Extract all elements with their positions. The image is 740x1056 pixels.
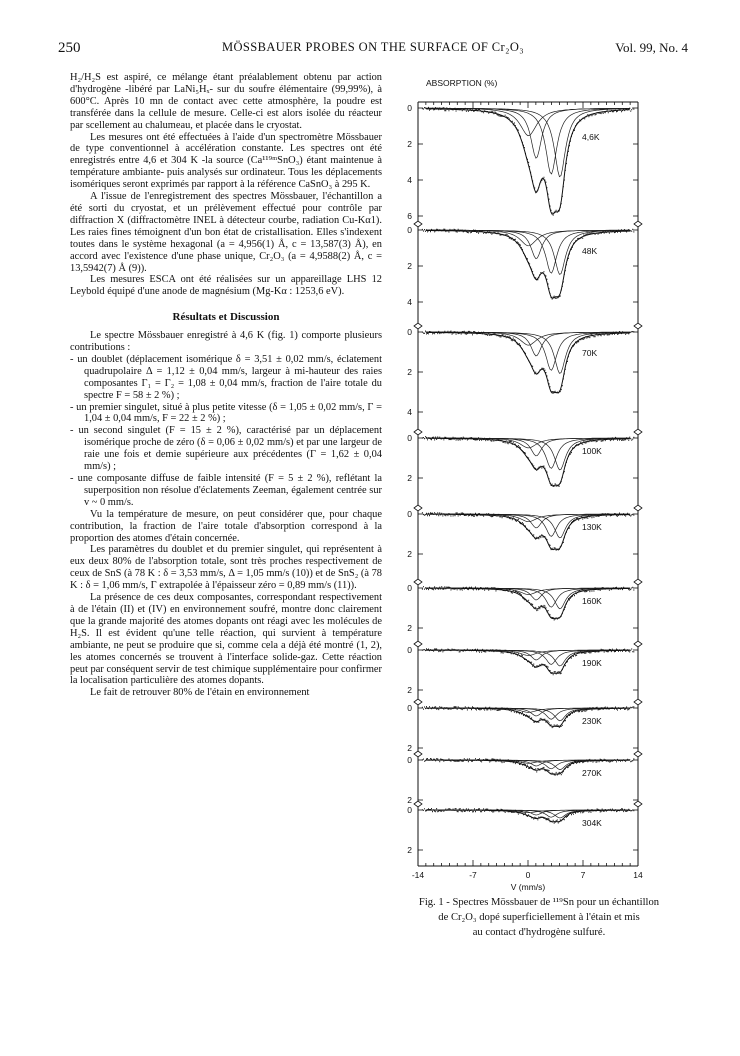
- data-points: [422, 331, 634, 393]
- caption-line: au contact d'hydrogène sulfuré.: [472, 927, 606, 938]
- axis-break-mark: [414, 641, 422, 647]
- axis-break-mark: [634, 323, 642, 329]
- y-tick-label: 4: [407, 407, 412, 417]
- x-tick-label: 0: [525, 870, 531, 880]
- axis-break-mark: [634, 751, 642, 757]
- temperature-label: 100K: [582, 446, 602, 456]
- y-tick-label: 0: [407, 703, 412, 713]
- temperature-label: 304K: [582, 818, 602, 828]
- component-curve: [426, 332, 630, 373]
- running-title: MÖSSBAUER PROBES ON THE SURFACE OF Cr₂O₃: [221, 40, 525, 54]
- y-tick-label: 2: [407, 845, 412, 855]
- y-tick-label: 2: [407, 685, 412, 695]
- paragraph: Les mesures ESCA ont été réalisées sur un appareillage LHS 12 Leybold équipé d'une anode de magnésium (Mg-Kα : 1253,6 eV).: [70, 274, 382, 298]
- list-item: - une composante diffuse de faible intensité (F = 5 ± 2 %), reflétant la superposition non résolue d'éclatements Zeeman, également centrée sur v ~ 0 mm/s.: [70, 473, 382, 508]
- axis-break-mark: [634, 579, 642, 585]
- component-curve: [426, 108, 630, 177]
- axis-break-mark: [414, 221, 422, 227]
- y-tick-label: 2: [407, 261, 412, 271]
- x-tick-label: 7: [580, 870, 586, 880]
- axis-break-mark: [634, 801, 642, 807]
- paragraph: Le spectre Mössbauer enregistré à 4,6 K (fig. 1) comporte plusieurs contributions :: [70, 330, 382, 354]
- x-tick-label: -14: [411, 870, 425, 880]
- axis-break-mark: [414, 429, 422, 435]
- y-tick-label: 0: [407, 805, 412, 815]
- axis-break-mark: [634, 221, 642, 227]
- x-tick-label: -7: [469, 870, 477, 880]
- y-tick-label: 0: [407, 103, 412, 113]
- running-header: [58, 40, 688, 62]
- component-curve: [426, 230, 630, 273]
- axis-break-mark: [634, 429, 642, 435]
- text-column: [70, 72, 382, 699]
- data-points: [422, 587, 634, 620]
- paragraph: Les paramètres du doublet et du premier singulet, qui représentent à eux deux 80% de l'absorption totale, sont très proches respectivement de ceux de SnS (à 78 K : δ = 3,53 mm/s, Δ = 1,05 mm/s (10)) et de SnS₂ (à 78 K : δ = 1,06 mm/s, Γ extrapolée à l'épaisseur zéro = 0,89 mm/s (11)).: [70, 544, 382, 592]
- y-tick-label: 0: [407, 755, 412, 765]
- y-tick-label: 2: [407, 139, 412, 149]
- axis-break-mark: [634, 505, 642, 511]
- paragraph: A l'issue de l'enregistrement des spectres Mössbauer, l'échantillon a été sorti du cryostat, et un prélèvement effectué pour contrôle par diffraction X (diffractomètre INEL à détecteur courbe, radiation Cu-Kα1). Les raies fines témoignent d'un bon état de cristallisation. Elles s'indexent toutes dans le système hexagonal (a = 4,956(1) Å, c = 13,587(3) Å), en accord avec l'existence d'une phase unique, Cr₂O₃ (a = 4,9588(2) Å, c = 13,5942(7) Å (9)).: [70, 191, 382, 274]
- y-tick-label: 0: [407, 433, 412, 443]
- axis-break-mark: [414, 801, 422, 807]
- axis-break-mark: [414, 505, 422, 511]
- y-tick-label: 6: [407, 211, 412, 221]
- y-axis-title: ABSORPTION (%): [426, 78, 498, 88]
- axis-break-mark: [414, 323, 422, 329]
- temperature-label: 4,6K: [582, 132, 600, 142]
- temperature-label: 48K: [582, 246, 598, 256]
- list-item: - un second singulet (F = 15 ± 2 %), caractérisé par un déplacement isomérique proche de zéro (δ = 0,06 ± 0,02 mm/s) et par une largeur de raie une fois et demie supérieure aux précédentes (Γ = 1,62 ± 0,04 mm/s) ;: [70, 425, 382, 473]
- data-points: [422, 108, 634, 216]
- axis-break-mark: [634, 699, 642, 705]
- temperature-label: 270K: [582, 768, 602, 778]
- axis-break-mark: [634, 641, 642, 647]
- data-points: [422, 513, 634, 550]
- y-tick-label: 0: [407, 509, 412, 519]
- y-tick-label: 4: [407, 175, 412, 185]
- figure: [388, 66, 692, 916]
- data-points: [422, 229, 634, 299]
- temperature-label: 230K: [582, 716, 602, 726]
- contribution-list: [70, 354, 382, 509]
- component-curve: [426, 230, 630, 274]
- component-curve: [426, 230, 630, 259]
- list-item: - un doublet (déplacement isomérique δ = 3,51 ± 0,02 mm/s, éclatement quadrupolaire Δ = 1,12 ± 0,04 mm/s, largeur à mi-hauteur des raies composantes Γ₁ = Γ₂ = 1,08 ± 0,04 mm/s, fraction de l'aire totale du spectre F = 58 ± 2 %) ;: [70, 353, 382, 401]
- temperature-label: 160K: [582, 596, 602, 606]
- component-curve: [426, 332, 630, 356]
- mossbauer-spectra-chart: [388, 66, 692, 916]
- temperature-label: 130K: [582, 522, 602, 532]
- paragraph: H₂/H₂S est aspiré, ce mélange étant préalablement obtenu par action d'hydrogène -libéré par LaNi₅Hₓ- sur du soufre élémentaire (99,99%), à 600°C. Après 10 mn de contact avec cette atmosphère, la poudre est transférée dans la cellule de mesure. Celle-ci est alors isolée du réacteur par scellement au chalumeau, et placée dans le cryostat.: [70, 72, 382, 131]
- volume-label: Vol. 99, No. 4: [615, 40, 688, 55]
- temperature-label: 70K: [582, 348, 598, 358]
- data-points: [422, 437, 634, 487]
- y-tick-label: 2: [407, 795, 412, 805]
- x-tick-label: 14: [633, 870, 643, 880]
- axis-break-mark: [414, 699, 422, 705]
- page-number: 250: [58, 40, 81, 56]
- section-heading: Résultats et Discussion: [172, 311, 280, 324]
- caption-line: de Cr₂O₃ dopé superficiellement à l'étain et mis: [438, 912, 640, 923]
- y-tick-label: 2: [407, 473, 412, 483]
- paragraph: Les mesures ont été effectuées à l'aide d'un spectromètre Mössbauer de type conventionnel à accélération constante. Les spectres ont été enregistrés entre 4,6 et 304 K -la source (Ca¹¹⁹ᵐSnO₃) étant maintenue à température ambiante- puis analysés sur ordinateur. Tous les déplacements isomériques seront exprimés par rapport à la référence CaSnO₃ à 295 K.: [70, 131, 382, 191]
- paragraph: La présence de ces deux composantes, correspondant respectivement à de l'étain (II) et (IV) en environnement soufré, montre donc clairement que la grande majorité des atomes dopants ont réagi avec les molécules de H₂S. Il est évident qu'une telle réaction, qui survient à température ambiante, ne peut se produire que si, comme cela a déjà été montré (1, 2), les atomes concernés se trouvent à l'interface solide-gaz. Cette réaction peut par conséquent servir de test chimique supplémentaire pour confirmer la localisation particulière des atomes dopants.: [70, 592, 382, 687]
- y-tick-label: 0: [407, 645, 412, 655]
- x-axis-title: V (mm/s): [510, 882, 546, 892]
- axis-break-mark: [414, 751, 422, 757]
- axis-break-mark: [414, 579, 422, 585]
- list-item: - un premier singulet, situé à plus petite vitesse (δ = 1,05 ± 0,02 mm/s, Γ = 1,04 ± 0,04 mm/s, F = 22 ± 2 %) ;: [70, 401, 382, 425]
- paragraph: Vu la température de mesure, on peut considérer que, pour chaque contribution, la fraction de l'aire totale d'absorption correspond à la proportion des atomes d'étain concernée.: [70, 508, 382, 544]
- y-tick-label: 2: [407, 623, 412, 633]
- caption-line: Fig. 1 - Spectres Mössbauer de ¹¹⁹Sn pour un échantillon: [418, 897, 660, 908]
- y-tick-label: 2: [407, 367, 412, 377]
- paragraph: Le fait de retrouver 80% de l'étain en environnement: [90, 687, 310, 699]
- fit-curve: [426, 109, 630, 214]
- y-tick-label: 0: [407, 225, 412, 235]
- y-tick-label: 0: [407, 327, 412, 337]
- figure-caption: [378, 895, 700, 940]
- y-tick-label: 4: [407, 297, 412, 307]
- y-tick-label: 2: [407, 743, 412, 753]
- component-curve: [426, 332, 630, 370]
- y-tick-label: 0: [407, 583, 412, 593]
- y-tick-label: 2: [407, 549, 412, 559]
- temperature-label: 190K: [582, 658, 602, 668]
